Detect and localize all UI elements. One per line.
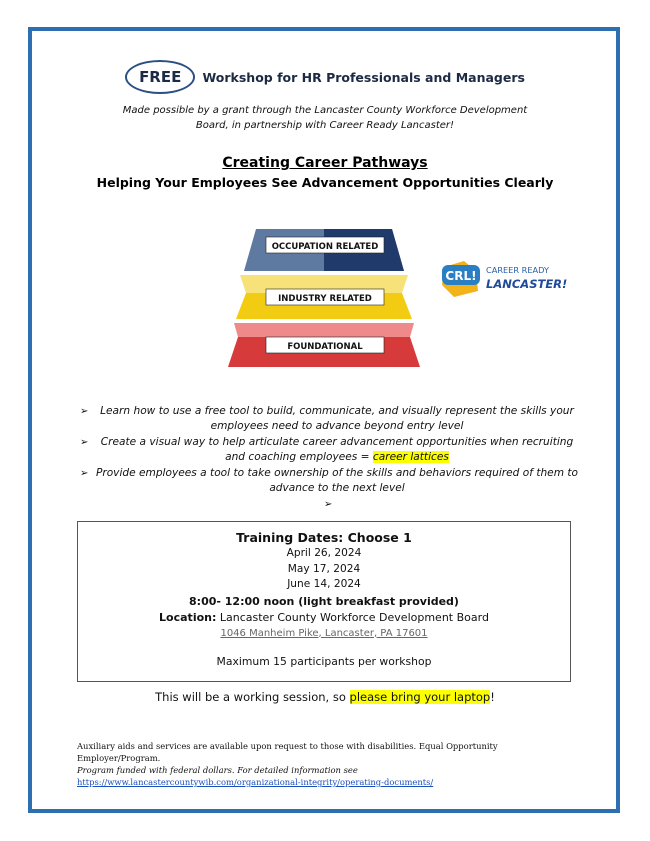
training-date: May 17, 2024 [287, 562, 361, 575]
competency-pyramid-image [226, 227, 422, 369]
footer-line-2: Program funded with federal dollars. For detailed information see [77, 765, 358, 775]
page-subtitle: Helping Your Employees See Advancement Opportunities Clearly [96, 175, 554, 190]
training-details-box [77, 521, 571, 682]
grant-statement: Made possible by a grant through the Lancaster County Workforce Development Board, in partnership with Career Ready Lancaster! [122, 105, 528, 131]
career-ready-lancaster-logo [440, 255, 580, 300]
logo-line-1: CAREER READY [486, 265, 549, 275]
footer-disclaimer [77, 740, 577, 788]
list-item-empty [80, 497, 580, 512]
training-title: Training Dates: Choose 1 [236, 530, 412, 545]
pyramid-label-foundational: FOUNDATIONAL [287, 342, 363, 352]
training-date: June 14, 2024 [287, 578, 361, 590]
location-address-link[interactable]: 1046 Manheim Pike, Lancaster, PA 17601 [220, 627, 428, 639]
page-title: Creating Career Pathways [222, 155, 428, 171]
training-date: April 26, 2024 [286, 547, 362, 559]
list-item: ➢ Provide employees a tool to take ownership of the skills and behaviors required of them to advance to the next level [80, 467, 579, 494]
arrow-bullet-icon: ➢ [80, 437, 89, 448]
footer-link[interactable]: https://www.lancastercountywib.com/organizational-integrity/operating-documents/ [77, 777, 434, 787]
arrow-bullet-icon: ➢ [80, 468, 89, 479]
logo-line-2: LANCASTER! [486, 277, 568, 291]
highlight-bring-laptop: please bring your laptop [349, 690, 491, 704]
pyramid-label-occupation: OCCUPATION RELATED [271, 242, 379, 252]
arrow-bullet-icon: ➢ [80, 406, 89, 417]
list-item: ➢ Learn how to use a free tool to build, communicate, and visually represent the skills your employees need to advance beyond entry level [80, 405, 574, 432]
free-badge: FREE [125, 60, 195, 94]
header [0, 60, 650, 94]
training-location [78, 610, 570, 626]
arrow-bullet-icon: ➢ [324, 499, 333, 510]
workshop-title: Workshop for HR Professionals and Managers [202, 69, 525, 85]
pyramid-label-industry: INDUSTRY RELATED [278, 294, 372, 304]
location-name: Lancaster County Workforce Development Board [219, 610, 489, 624]
list-item: ➢ Create a visual way to help articulate career advancement opportunities when recruiting and coaching employees = career lattices [80, 436, 574, 463]
location-label: Location: [159, 610, 217, 624]
benefits-list [80, 404, 580, 513]
footer-line-1: Auxiliary aids and services are available upon request to those with disabilities. Equal Opportunity Employer/Program. [77, 741, 498, 763]
highlight-career-lattices: career lattices [372, 451, 449, 463]
laptop-notice: This will be a working session, so please bring your laptop! [155, 690, 495, 704]
logo-badge: CRL! [445, 269, 477, 283]
max-participants: Maximum 15 participants per workshop [216, 654, 432, 668]
training-time: 8:00- 12:00 noon (light breakfast provided) [189, 594, 459, 608]
